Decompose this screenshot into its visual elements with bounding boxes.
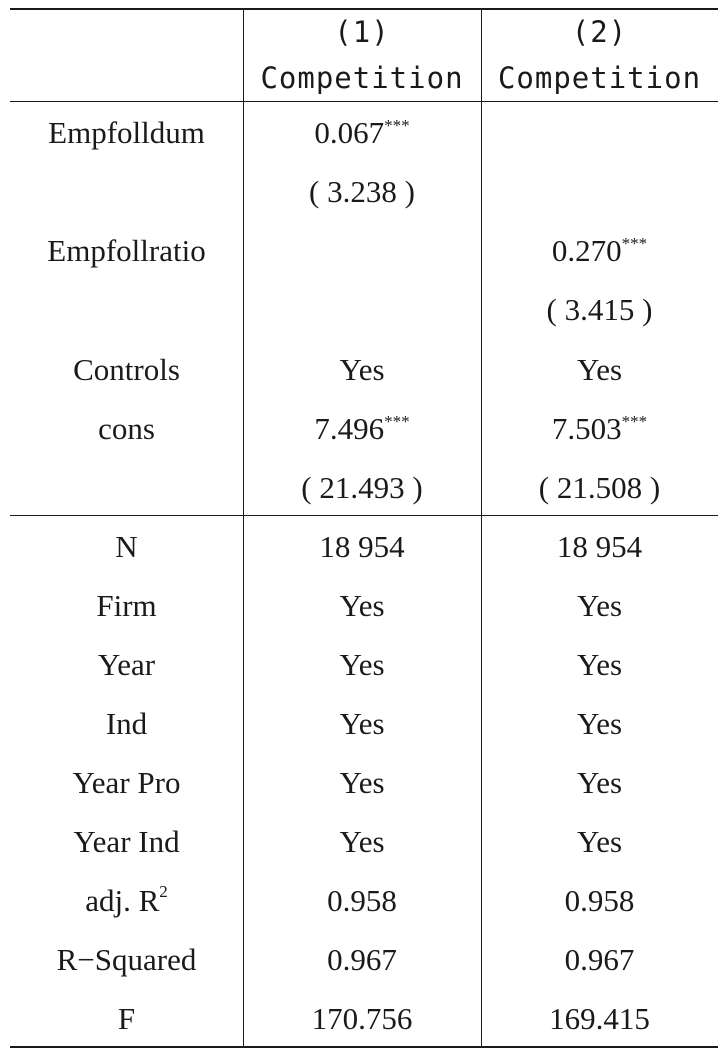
header-col1-name: Competition xyxy=(260,61,464,95)
empfolldum-tstat-col1: ( 3.238 ) xyxy=(309,174,415,209)
empfollratio-tstat-col2: ( 3.415 ) xyxy=(546,292,653,327)
controls-col2: Yes xyxy=(576,352,623,387)
f-col1: 170.756 xyxy=(311,1001,413,1036)
row-label-firm: Firm xyxy=(96,588,157,623)
significance-stars: *** xyxy=(384,412,410,431)
year-ind-col2: Yes xyxy=(576,824,623,859)
firm-col1: Yes xyxy=(339,588,385,623)
year-col1: Yes xyxy=(339,647,385,682)
year-pro-col1: Yes xyxy=(339,765,385,800)
controls-col1: Yes xyxy=(339,352,385,387)
cons-coef-col1: 7.496*** xyxy=(314,411,410,446)
year-ind-col1: Yes xyxy=(339,824,385,859)
row-label-f: F xyxy=(117,1001,136,1036)
header-col1-number: (1) xyxy=(334,15,390,49)
row-label-cons: cons xyxy=(98,411,155,446)
adj-r2-col2: 0.958 xyxy=(564,883,635,918)
header-col2-name: Competition xyxy=(497,61,702,95)
r-squared-col2: 0.967 xyxy=(564,942,635,977)
row-label-year: Year xyxy=(97,647,156,682)
empfollratio-coef-col2: 0.270*** xyxy=(551,233,648,268)
empfolldum-coef-col1: 0.067*** xyxy=(314,115,410,150)
n-col1: 18 954 xyxy=(319,529,405,564)
row-label-controls: Controls xyxy=(73,352,180,387)
ind-col1: Yes xyxy=(339,706,385,741)
row-label-r-squared: R−Squared xyxy=(56,942,197,977)
row-label-adj-r2: adj. $R^2$ xyxy=(85,882,168,918)
row-label-n: N xyxy=(115,529,138,564)
cons-coef-col2: 7.503*** xyxy=(551,411,648,446)
row-label-year-pro: Year Pro xyxy=(72,765,181,800)
adj-r2-col1: 0.958 xyxy=(327,883,397,918)
r-squared-col1: 0.967 xyxy=(327,942,397,977)
header-col2-number: (2) xyxy=(571,15,628,49)
row-label-empfollratio: Empfollratio xyxy=(47,233,206,268)
cons-tstat-col2: ( 21.508 ) xyxy=(538,470,661,505)
superscript-2: 2 xyxy=(159,882,168,901)
n-col2: 18 954 xyxy=(556,529,643,564)
significance-stars: *** xyxy=(621,412,648,431)
row-label-empfolldum: Empfolldum xyxy=(48,115,205,150)
year-pro-col2: Yes xyxy=(576,765,623,800)
year-col2: Yes xyxy=(576,647,623,682)
row-label-ind: Ind xyxy=(105,706,148,741)
f-col2: 169.415 xyxy=(549,1001,650,1036)
significance-stars: *** xyxy=(384,116,410,135)
ind-col2: Yes xyxy=(576,706,623,741)
significance-stars: *** xyxy=(621,234,648,253)
cons-tstat-col1: ( 21.493 ) xyxy=(301,470,423,505)
row-label-year-ind: Year Ind xyxy=(73,824,180,859)
firm-col2: Yes xyxy=(576,588,623,623)
